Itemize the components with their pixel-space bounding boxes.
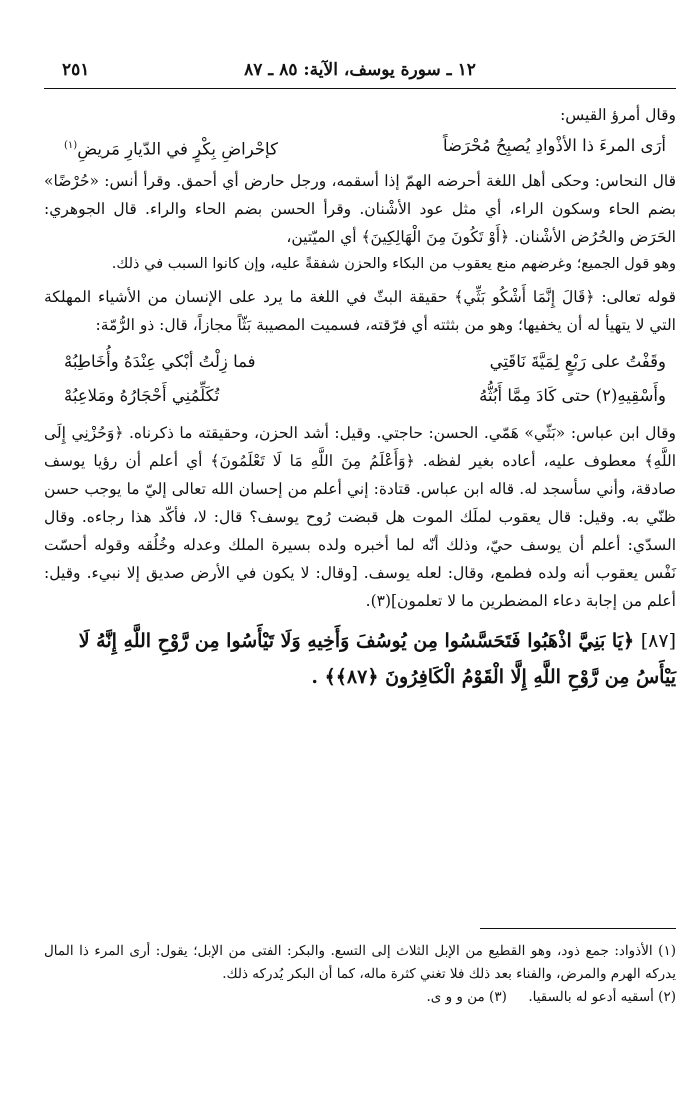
- footnote-1: (١) الأذواد: جمع ذود، وهو القطيع من الإبل الثلاث إلى التسع. والبكر: الفتى من الإبل؛ يقول: أرى المرء ذا المال يدركه الهرم والمرض، والفناء بعد ذلك فلا تغني كثرة ماله، كما أن البكر يُدركه ذلك.: [44, 943, 676, 982]
- page-number: ٢٥١: [62, 60, 90, 80]
- poem-verse-2b: [44, 379, 676, 413]
- poem-verse-2a: [44, 345, 676, 379]
- verse-1-second-text: كإحْراضِ بِكْرٍ في الدّيارِ مَريضِ: [77, 139, 278, 159]
- verse-2b-first-hemistich: وأَسْقِيهِ(٢) حتى كَادَ مِمَّا أَبُثُّهُ: [479, 385, 666, 405]
- verse-2a-second-hemistich: فما زِلْتُ أبْكي عِنْدَهُ وأُخَاطِبُهْ: [64, 351, 256, 371]
- footnote-3: (٣) من و و ى.: [426, 989, 507, 1005]
- verse-2b-second-hemistich: تُكَلِّمُنِي أَحْجَارُهُ ومَلاعِبُهْ: [64, 385, 220, 405]
- running-head: [44, 56, 676, 88]
- footnote-ref-1: (١): [64, 140, 78, 151]
- footnote-rule: [480, 928, 676, 929]
- ayah-number: [٨٧]: [640, 629, 676, 652]
- paragraph-ibn-abbas: وقال ابن عباس: «بَثّي» هَمّي. الحسن: حاجتي. وقيل: أشد الحزن، وحقيقته ما ذكرناه. ﴿وَحُزْنِي إِلَى اللَّهِ﴾ معطوف عليه، أعاده بغير لفظه. ﴿وَأَعْلَمُ مِنَ اللَّهِ مَا لَا تَعْلَمُونَ﴾ أي أعلم أن رؤيا يوسف صادقة، وأني سأسجد له. قاله ابن عباس. قتادة: إني أعلم من إحسان الله تعالى إليّ ما يوجب حسن ظنّي به. وقيل: قال يعقوب لملَك الموت هل قبضت رُوح يوسف؟ قال: لا، فأكّد هذا رجاءه. وقال السدّي: أعلم أن يوسف حيّ، وذلك أنّه لما أخبره ولده بسيرة الملك وعدله وخُلُقه وقوله أحسّت نَفْس يعقوب أنه ولده فطمع، وقال: لعله يوسف. [وقال: لا يكون في الأرض صديق إلا نبيء. وقيل: أعلم من إجابة دعاء المضطرين ما لا تعلمون](٣).: [44, 423, 676, 610]
- ayah-text: ﴿يَا بَنِيَّ اذْهَبُوا فَتَحَسَّسُوا مِن يُوسُفَ وَأَخِيهِ وَلَا تَيْأَسُوا مِن رَّوْحِ اللَّهِ إِنَّهُ لَا يَيْأَسُ مِن رَّوْحِ اللَّهِ إِلَّا الْقَوْمُ الْكَافِرُونَ ﴿٨٧﴾﴾ .: [78, 629, 676, 688]
- footnotes: [44, 940, 676, 1009]
- verse-1-first-hemistich: [443, 129, 666, 167]
- verse-1-first-text: أرَى المرءَ ذا الأذْوادِ يُصبِحُ مُحْرَضاً: [442, 136, 666, 155]
- verse-1-second-hemistich: [64, 129, 278, 167]
- verse-2a-first-hemistich: وقَفْتُ على رَبْعٍ لِمَيَّةَ نَاقَتِي: [489, 351, 666, 371]
- header-rule: [44, 88, 676, 89]
- paragraph-bath: قوله تعالى: ﴿قَالَ إِنَّمَا أَشْكُو بَثِّي﴾ حقيقة البثّ في اللغة ما يرد على الإنسان من الأشياء المهلكة التي لا يتهيأ له أن يخفيها؛ وهو من بثثته أي فرّقته، فسميت المصيبة بَثّاً مجازاً، قال: ذو الرُّمّة:: [44, 287, 676, 334]
- chapter-heading: ١٢ ـ سورة يوسف، الآية: ٨٥ ـ ٨٧: [244, 60, 476, 80]
- paragraph-nahhas: قال النحاس: وحكى أهل اللغة أحرضه الهمّ إذا أسقمه، ورجل حارض أي أحمق. وقرأ أنس: «حُرْضًا» بضم الحاء وسكون الراء، أي مثل عود الأشْنان. وقرأ الحسن بضم الحاء والراء. قال الجوهري: الحَرَض والحُرُض الأشْنان. ﴿أَوْ تَكُونَ مِنَ الْهَالِكِينَ﴾ أي الميّتين،: [44, 171, 676, 246]
- intro-line: وقال أمرؤ القيس:: [560, 106, 676, 124]
- poem-verse-1: [44, 129, 676, 167]
- paragraph-consensus: وهو قول الجميع؛ وغرضهم منع يعقوب من البكاء والحزن شفقةً عليه، وإن كانوا السبب في ذلك.: [111, 255, 676, 272]
- book-page: [44, 56, 676, 1076]
- quran-verse-87: [44, 623, 676, 695]
- footnote-2-3: [44, 986, 676, 1009]
- footnote-2: (٢) أسقيه أدعو له بالسقيا.: [528, 989, 676, 1005]
